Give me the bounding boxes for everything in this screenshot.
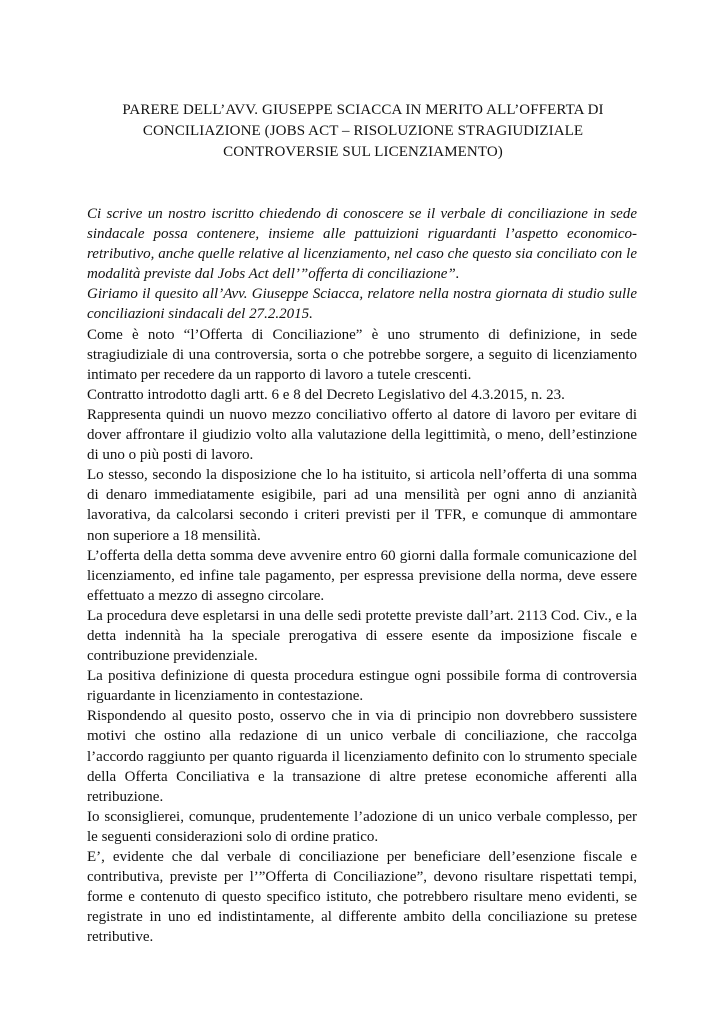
body-paragraph: Rappresenta quindi un nuovo mezzo conciliativo offerto al datore di lavoro per evitare di dover affrontare il giudizio volto alla valutazione della legittimità, o meno, dell’estinzione di uno o più posti di lavoro. bbox=[87, 406, 637, 464]
body-paragraph: E’, evidente che dal verbale di conciliazione per beneficiare dell’esenzione fiscale e contributiva, previste per l’”Offerta di Conciliazione”, devono risultare rispettati tempi, forme e contenuto di questo specifico istituto, che potrebbero risultare meno evidenti, se registrate in uno ed indistintamente, al differente ambito della conciliazione su pretese retributive. bbox=[87, 849, 637, 946]
question-paragraph: Ci scrive un nostro iscritto chiedendo di conoscere se il verbale di conciliazione in sede sindacale possa contenere, insieme alle pattuizioni riguardanti l’aspetto economico-retributivo, anche quelle relative al licenziamento, nel caso che questo sia conciliato con le modalità previste dal Jobs Act dell’”offerta di conciliazione”. bbox=[87, 206, 637, 283]
body-paragraph: Contratto introdotto dagli artt. 6 e 8 del Decreto Legislativo del 4.3.2015, n. 23. bbox=[87, 386, 565, 403]
body-paragraph: Io sconsiglierei, comunque, prudentemente l’adozione di un unico verbale complesso, per le seguenti considerazioni solo di ordine pratico. bbox=[87, 808, 637, 845]
title-line: CONTROVERSIE SUL LICENZIAMENTO) bbox=[223, 144, 503, 160]
document-title bbox=[90, 100, 636, 163]
forwarding-paragraph: Giriamo il quesito all’Avv. Giuseppe Sciacca, relatore nella nostra giornata di studio sulle conciliazioni sindacali del 27.2.2015. bbox=[87, 286, 637, 323]
body-paragraph: Come è noto “l’Offerta di Conciliazione” è uno strumento di definizione, in sede stragiudiziale di una controversia, sorta o che potrebbe sorgere, a seguito di licenziamento intimato per recedere da un rapporto di lavoro a tutele crescenti. bbox=[87, 326, 637, 383]
body-paragraph: Lo stesso, secondo la disposizione che lo ha istituito, si articola nell’offerta di una somma di denaro immediatamente esigibile, pari ad una mensilità per ogni anno di anzianità lavorativa, da calcolarsi secondo i criteri previsti per il TFR, e comunque di ammontare non superiore a 18 mensilità. bbox=[87, 467, 637, 544]
body-paragraph: La positiva definizione di questa procedura estingue ogni possibile forma di controversia riguardante in licenziamento in contestazione. bbox=[87, 668, 637, 705]
title-line: PARERE DELL’AVV. GIUSEPPE SCIACCA IN MERITO ALL’OFFERTA DI bbox=[122, 102, 604, 118]
body-paragraph: Rispondendo al quesito posto, osservo che in via di principio non dovrebbero sussistere motivi che ostino alla redazione di un unico verbale di conciliazione, che raccolga l’accordo raggiunto per quanto riguarda il licenziamento definito con lo strumento speciale della Offerta Conciliativa e la transazione di altre pretese economiche afferenti alla retribuzione. bbox=[87, 708, 637, 805]
body-paragraph: La procedura deve espletarsi in una delle sedi protette previste dall’art. 2113 Cod. Civ., e la detta indennità ha la speciale prerogativa di essere esente da imposizione fiscale e contribuzione previdenziale. bbox=[87, 607, 637, 665]
document-body bbox=[87, 204, 637, 947]
body-paragraph: L’offerta della detta somma deve avvenire entro 60 giorni dalla formale comunicazione del licenziamento, ed infine tale pagamento, per espressa previsione della norma, deve essere effettuato a mezzo di assegno circolare. bbox=[87, 547, 637, 604]
title-line: CONCILIAZIONE (JOBS ACT – RISOLUZIONE STRAGIUDIZIALE bbox=[142, 123, 584, 139]
